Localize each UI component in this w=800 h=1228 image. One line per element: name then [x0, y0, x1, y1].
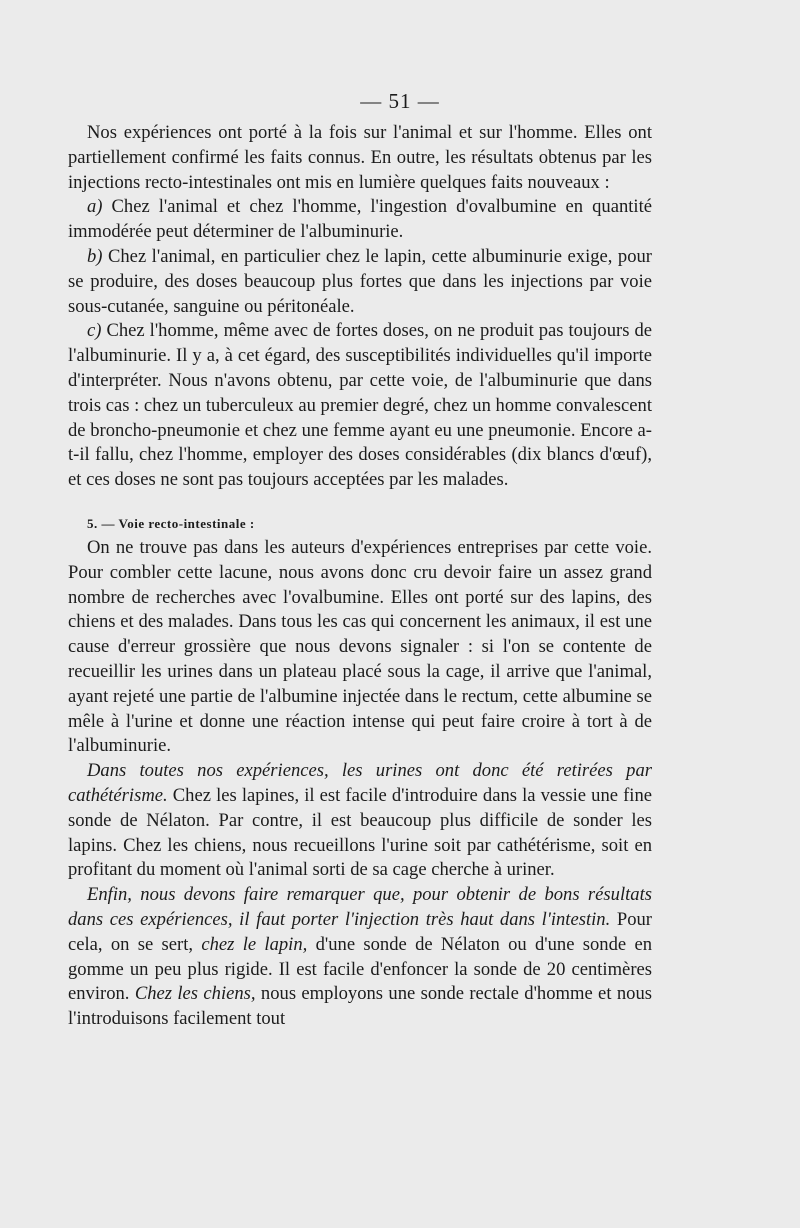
paragraph-item-b	[68, 245, 652, 319]
body-text	[68, 121, 652, 1032]
paragraph-section-2	[68, 759, 652, 883]
plain-text: Pour cela, on se sert,	[68, 908, 653, 955]
italic-text: chez le lapin,	[201, 933, 308, 955]
italic-text: Enfin, nous devons faire remarquer que, pour obtenir de bons résultats dans ces expériences, il faut porter l'injection très haut dans l'intestin.	[68, 884, 652, 930]
italic-text: Dans toutes nos expériences, les urines ont donc été retirées par cathétérisme.	[68, 760, 652, 806]
page-number: — 51 —	[360, 89, 440, 113]
item-marker: a)	[87, 196, 103, 218]
item-text: Chez l'animal et chez l'homme, l'ingestion d'ovalbumine en quantité immodérée peut déterminer de l'albuminurie.	[68, 196, 652, 243]
paragraph-intro: Nos expériences ont porté à la fois sur l'animal et sur l'homme. Elles ont partiellement confirmé les faits connus. En outre, les résultats obtenus par les injections recto-intestinales ont mis en lumière quelques faits nouveaux :	[68, 122, 652, 193]
section-heading: 5. — Voie recto-intestinale :	[87, 515, 255, 531]
italic-text: Chez les chiens,	[134, 983, 256, 1005]
paragraph-section-3	[68, 883, 652, 1032]
plain-text: d'une sonde de Nélaton ou d'une sonde en gomme un peu plus rigide. Il est facile d'enfoncer la sonde de 20 centimères environ.	[68, 933, 652, 1005]
paragraph-item-a	[68, 195, 652, 245]
paragraph-item-c	[68, 319, 652, 493]
item-text: Chez l'animal, en particulier chez le lapin, cette albuminurie exige, pour se produire, des doses beaucoup plus fortes que dans les injections par voie sous-cutanée, sanguine ou péritonéale.	[68, 245, 652, 317]
item-text: Chez l'homme, même avec de fortes doses, on ne produit pas toujours de l'albuminurie. Il y a, à cet égard, des susceptibilités individuelles qu'il importe d'interpréter. Nous n'avons obtenu, par cette voie, de l'albuminurie que dans trois cas : chez un tuberculeux au premier degré, chez un homme convalescent de broncho-pneumonie et chez une femme ayant eu une pneumonie. Encore a-t-il fallu, chez l'homme, employer des doses considérables (dix blancs d'œuf), et ces doses ne sont pas toujours acceptées par les malades.	[68, 320, 652, 491]
plain-text: nous employons une sonde rectale d'homme et nous l'introduisons facilement tout	[68, 983, 652, 1030]
item-marker: b)	[87, 245, 103, 267]
plain-text: Chez les lapines, il est facile d'introduire dans la vessie une fine sonde de Nélaton. Par contre, il est beaucoup plus difficile de sonder les lapins. Chez les chiens, nous recueillons l'urine soit par cathétérisme, soit en profitant du moment où l'animal sorti de sa cage cherche à uriner.	[68, 784, 652, 881]
paragraph-section-1: On ne trouve pas dans les auteurs d'expériences entreprises par cette voie. Pour combler cette lacune, nous avons donc cru devoir faire un assez grand nombre de recherches avec l'ovalbumine. Elles ont porté sur des lapins, des chiens et des malades. Dans tous les cas qui concernent les animaux, il est une cause d'erreur grossière que nous devons signaler : si l'on se contente de recueillir les urines dans un plateau placé sous la cage, il arrive que l'animal, ayant rejeté une partie de l'albumine injectée dans le rectum, cette albumine se mêle à l'urine et donne une réaction intense qui peut faire croire à tort à de l'albuminurie.	[68, 536, 652, 757]
item-marker: c)	[87, 320, 102, 342]
